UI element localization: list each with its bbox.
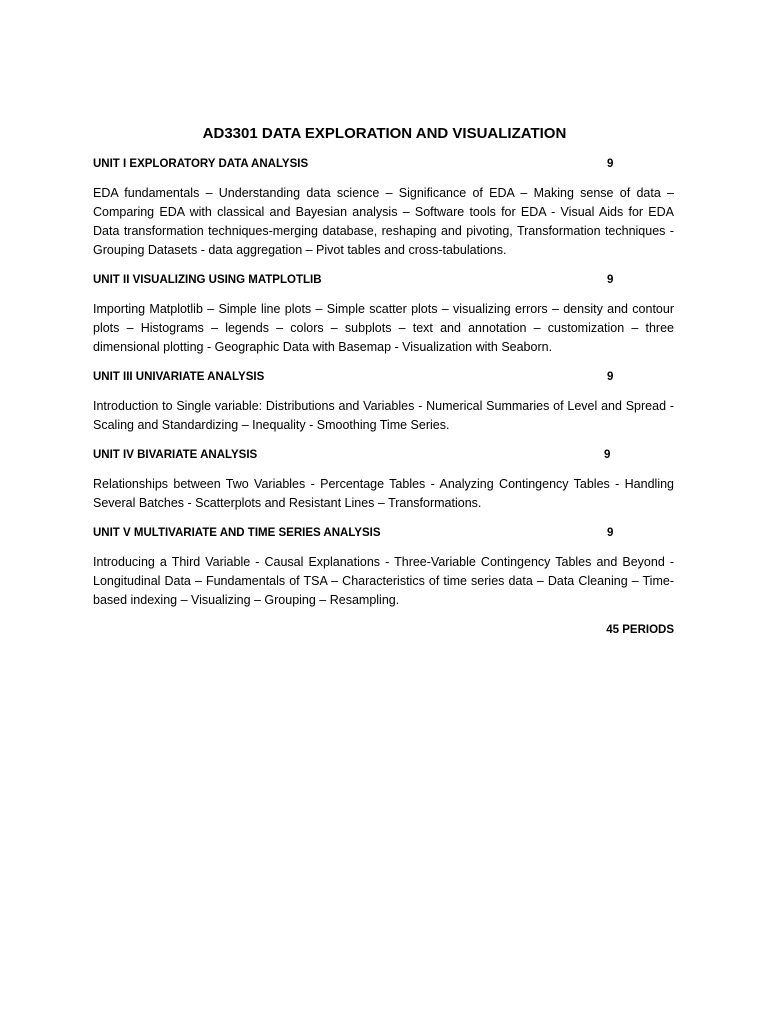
- unit-hours: 9: [607, 527, 614, 539]
- unit-heading: [93, 368, 674, 386]
- unit-heading: [93, 524, 674, 542]
- unit-content: Introduction to Single variable: Distributions and Variables - Numerical Summaries of Level and Spread - Scaling and Standardizing – Inequality - Smoothing Time Series.: [93, 399, 674, 432]
- unit-3: [93, 368, 674, 435]
- unit-title: UNIT V MULTIVARIATE AND TIME SERIES ANALYSIS: [93, 527, 381, 539]
- unit-content: Introducing a Third Variable - Causal Explanations - Three-Variable Contingency Tables and Beyond - Longitudinal Data – Fundamentals of TSA – Characteristics of time series data – Data Cleaning – Time-based indexing – Visualizing – Grouping – Resampling.: [93, 555, 674, 607]
- unit-title: UNIT IV BIVARIATE ANALYSIS: [93, 449, 258, 461]
- unit-hours: 9: [607, 274, 614, 286]
- unit-hours: 9: [604, 449, 611, 461]
- unit-heading: [93, 446, 674, 464]
- unit-heading: [93, 271, 674, 289]
- unit-hours: 9: [607, 158, 614, 170]
- unit-content: Importing Matplotlib – Simple line plots – Simple scatter plots – visualizing errors – density and contour plots – Histograms – legends – colors – subplots – text and annotation – customization – three dimensional plotting - Geographic Data with Basemap - Visualization with Seaborn.: [93, 302, 674, 354]
- page-title: AD3301 DATA EXPLORATION AND VISUALIZATION: [202, 125, 567, 142]
- unit-heading: [93, 155, 674, 173]
- unit-hours: 9: [607, 371, 614, 383]
- unit-5: [93, 524, 674, 610]
- unit-title: UNIT III UNIVARIATE ANALYSIS: [93, 371, 265, 383]
- document-page: [93, 124, 674, 639]
- unit-content: EDA fundamentals – Understanding data science – Significance of EDA – Making sense of data – Comparing EDA with classical and Bayesian analysis – Software tools for EDA - Visual Aids for EDA Data transformation techniques-merging database, reshaping and pivoting, Transformation techniques - Grouping Datasets - data aggregation – Pivot tables and cross-tabulations.: [93, 186, 674, 257]
- unit-content: Relationships between Two Variables - Percentage Tables - Analyzing Contingency Tables - Handling Several Batches - Scatterplots and Resistant Lines – Transformations.: [93, 477, 674, 510]
- unit-title: UNIT I EXPLORATORY DATA ANALYSIS: [93, 158, 309, 170]
- total-periods: 45 PERIODS: [606, 624, 674, 636]
- unit-1: [93, 155, 674, 260]
- unit-2: [93, 271, 674, 357]
- unit-title: UNIT II VISUALIZING USING MATPLOTLIB: [93, 274, 322, 286]
- unit-4: [93, 446, 674, 513]
